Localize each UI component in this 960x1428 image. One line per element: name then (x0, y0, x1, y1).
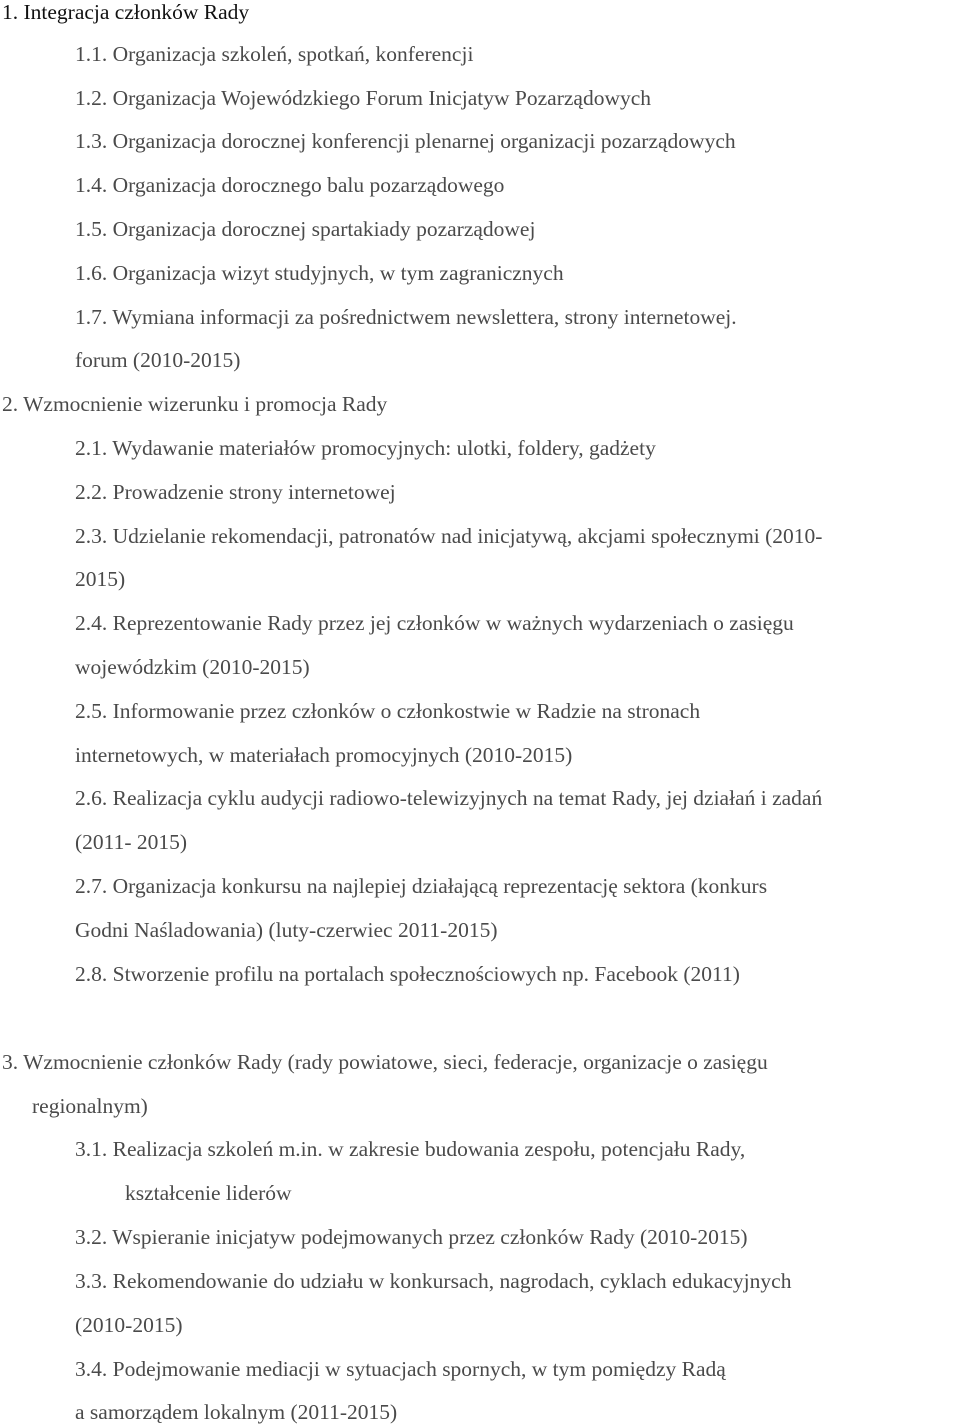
list-item-3-3: 3.3. Rekomendowanie do udziału w konkursach, nagrodach, cyklach edukacyjnych (75, 1269, 792, 1293)
list-item-2-5: 2.5. Informowanie przez członków o członkostwie w Radzie na stronach (75, 699, 701, 723)
list-item-3-4: 3.4. Podejmowanie mediacji w sytuacjach spornych, w tym pomiędzy Radą (75, 1357, 726, 1381)
list-item-3-1: 3.1. Realizacja szkoleń m.in. w zakresie budowania zespołu, potencjału Rady, (75, 1137, 746, 1161)
list-item-1-3: 1.3. Organizacja dorocznej konferencji plenarnej organizacji pozarządowych (75, 129, 736, 153)
list-item-2-2: 2.2. Prowadzenie strony internetowej (75, 480, 396, 504)
list-item-1-4: 1.4. Organizacja dorocznego balu pozarządowego (75, 173, 505, 197)
section-1-title: 1. Integracja członków Rady (2, 0, 250, 24)
list-item-2-3: 2.3. Udzielanie rekomendacji, patronatów nad inicjatywą, akcjami społecznymi (2010- (75, 524, 823, 548)
list-item-2-5-cont: internetowych, w materiałach promocyjnych (2010-2015) (75, 743, 573, 767)
section-3-title-cont: regionalnym) (32, 1094, 148, 1118)
list-item-2-6-cont: (2011- 2015) (75, 830, 188, 854)
section-3-title: 3. Wzmocnienie członków Rady (rady powiatowe, sieci, federacje, organizacje o zasięgu (2, 1050, 768, 1074)
list-item-3-4-cont: a samorządem lokalnym (2011-2015) (75, 1400, 398, 1424)
list-item-3-3-cont: (2010-2015) (75, 1313, 183, 1337)
list-item-1-1: 1.1. Organizacja szkoleń, spotkań, konferencji (75, 42, 474, 66)
list-item-2-1: 2.1. Wydawanie materiałów promocyjnych: ulotki, foldery, gadżety (75, 436, 656, 460)
list-item-3-1-cont: kształcenie liderów (125, 1181, 292, 1205)
list-item-2-6: 2.6. Realizacja cyklu audycji radiowo-telewizyjnych na temat Rady, jej działań i zadań (75, 786, 823, 810)
list-item-1-5: 1.5. Organizacja dorocznej spartakiady pozarządowej (75, 217, 536, 241)
list-item-1-7-cont: forum (2010-2015) (75, 348, 241, 372)
list-item-2-3-cont: 2015) (75, 567, 126, 591)
list-item-2-7-cont: Godni Naśladowania) (luty-czerwiec 2011-2015) (75, 918, 498, 942)
list-item-2-4: 2.4. Reprezentowanie Rady przez jej członków w ważnych wydarzeniach o zasięgu (75, 611, 794, 635)
list-item-2-4-cont: wojewódzkim (2010-2015) (75, 655, 310, 679)
list-item-1-2: 1.2. Organizacja Wojewódzkiego Forum Inicjatyw Pozarządowych (75, 86, 652, 110)
list-item-1-7: 1.7. Wymiana informacji za pośrednictwem newslettera, strony internetowej. (75, 305, 737, 329)
list-item-2-7: 2.7. Organizacja konkursu na najlepiej działającą reprezentację sektora (konkurs (75, 874, 768, 898)
list-item-1-6: 1.6. Organizacja wizyt studyjnych, w tym zagranicznych (75, 261, 564, 285)
list-item-3-2: 3.2. Wspieranie inicjatyw podejmowanych przez członków Rady (2010-2015) (75, 1225, 748, 1249)
section-2-title: 2. Wzmocnienie wizerunku i promocja Rady (2, 392, 388, 416)
list-item-2-8: 2.8. Stworzenie profilu na portalach społecznościowych np. Facebook (2011) (75, 962, 740, 986)
